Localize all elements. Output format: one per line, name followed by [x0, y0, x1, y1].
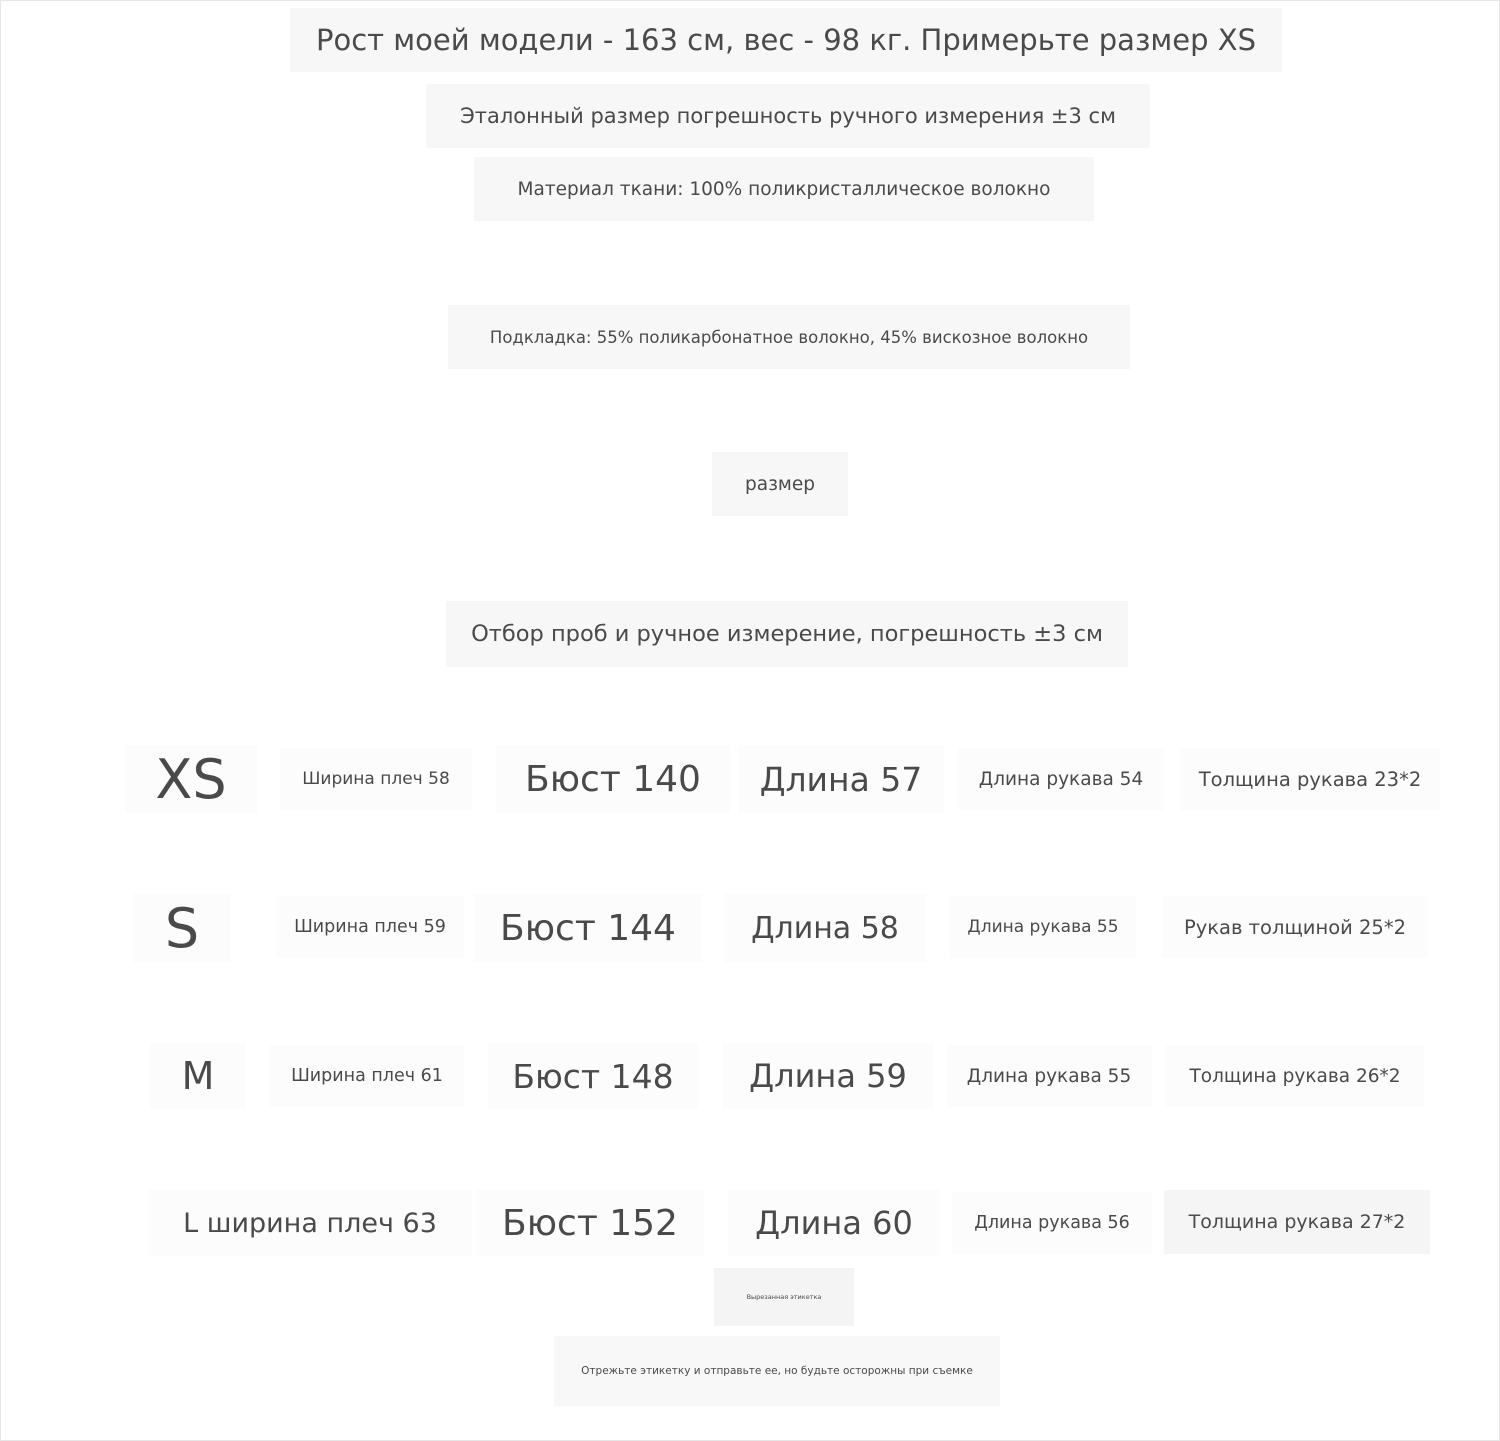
size-xs-label: XS — [125, 745, 257, 813]
size-m-shoulder: Ширина плеч 61 — [270, 1045, 464, 1107]
size-s-sleeve-length: Длина рукава 55 — [950, 896, 1136, 958]
cut-label-banner — [714, 1268, 854, 1326]
size-l-length: Длина 60 — [728, 1190, 940, 1256]
reference-size-banner — [426, 84, 1150, 148]
size-xs-sleeve-width: Толщина рукава 23*2 — [1180, 748, 1440, 810]
size-l-shoulder: L ширина плеч 63 — [148, 1190, 472, 1256]
reference-size-text: Эталонный размер погрешность ручного измерения ±3 см — [460, 104, 1116, 128]
size-s-label: S — [133, 894, 231, 962]
lining-text: Подкладка: 55% поликарбонатное волокно, 45% вискозное волокно — [489, 327, 1089, 347]
size-xs-sleeve-length: Длина рукава 54 — [958, 748, 1164, 810]
size-s-sleeve-width: Рукав толщиной 25*2 — [1162, 896, 1428, 958]
size-m-length: Длина 59 — [722, 1043, 934, 1109]
size-m-sleeve-length: Длина рукава 55 — [946, 1045, 1152, 1107]
size-l-sleeve-width: Толщина рукава 27*2 — [1164, 1190, 1430, 1254]
size-xs-length: Длина 57 — [738, 745, 944, 813]
fabric-text: Материал ткани: 100% поликристаллическое волокно — [517, 178, 1051, 200]
cut-instruction-text: Отрежьте этикетку и отправьте ее, но будьте осторожны при съемке — [581, 1365, 973, 1377]
size-s-bust: Бюст 144 — [474, 894, 702, 962]
size-s-shoulder: Ширина плеч 59 — [276, 896, 464, 958]
cut-instruction-banner — [554, 1336, 1000, 1406]
size-l-sleeve-length: Длина рукава 56 — [952, 1192, 1152, 1254]
size-xs-bust: Бюст 140 — [496, 745, 730, 813]
size-label-text: размер — [745, 473, 815, 495]
size-m-label: M — [150, 1043, 246, 1109]
size-l-bust: Бюст 152 — [476, 1190, 704, 1256]
cut-label-text: Вырезанная этикетка — [746, 1293, 822, 1301]
model-info-banner — [290, 8, 1282, 72]
measurement-note-text: Отбор проб и ручное измерение, погрешность ±3 см — [471, 621, 1103, 647]
size-m-bust: Бюст 148 — [488, 1043, 698, 1109]
measurement-note-banner — [446, 601, 1128, 667]
lining-banner — [448, 305, 1130, 369]
size-s-length: Длина 58 — [724, 894, 926, 962]
size-label-banner — [712, 452, 848, 516]
model-info-text: Рост моей модели - 163 см, вес - 98 кг. Примерьте размер XS — [316, 23, 1256, 57]
size-m-sleeve-width: Толщина рукава 26*2 — [1166, 1045, 1424, 1107]
fabric-banner — [474, 157, 1094, 221]
size-xs-shoulder: Ширина плеч 58 — [280, 748, 472, 810]
